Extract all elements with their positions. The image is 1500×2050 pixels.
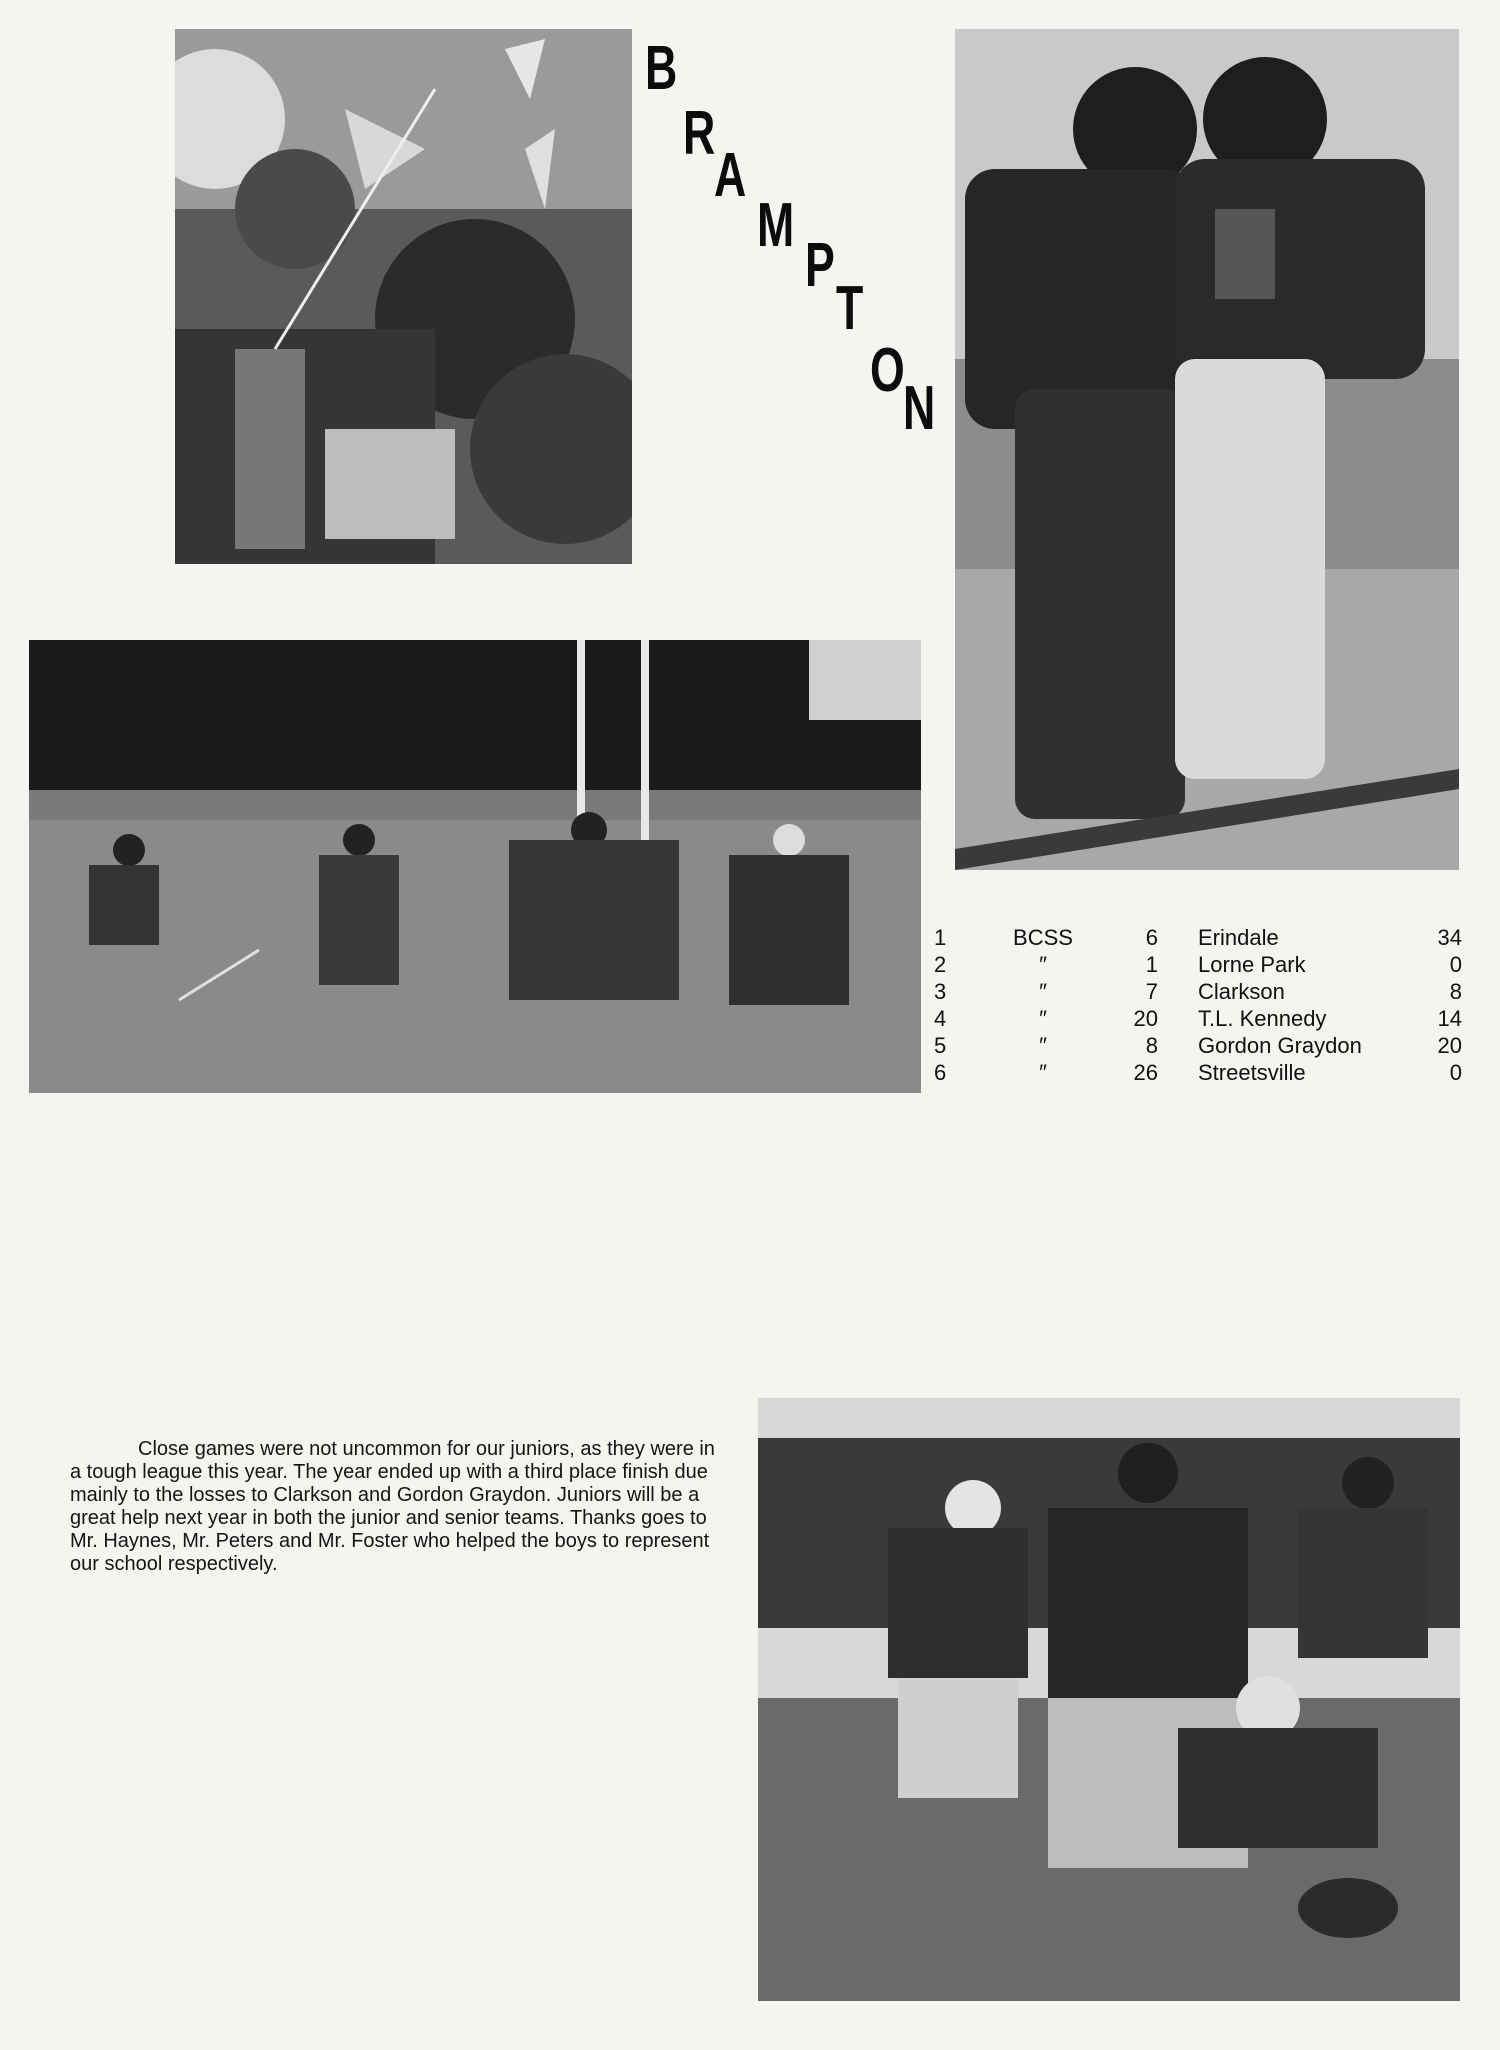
opponent-name: Streetsville: [1198, 1060, 1306, 1085]
schedule-row: [928, 978, 1462, 1005]
title-letter-m: M: [757, 191, 795, 260]
schedule-row: [928, 1032, 1462, 1059]
title-letter-o: O: [870, 336, 905, 405]
opponent-score: 0: [1449, 952, 1462, 977]
photo-tackle: [758, 1398, 1460, 2001]
team-score: 1: [1145, 952, 1158, 977]
team-score: 6: [1145, 925, 1158, 950]
team-score: 7: [1145, 979, 1158, 1004]
game-number: 4: [934, 1006, 947, 1031]
title-letter-b: B: [645, 34, 678, 103]
opponent-score: 14: [1437, 1006, 1462, 1031]
title-letter-t: T: [836, 274, 864, 343]
tackle-illustration: [758, 1398, 1460, 2001]
field-play-illustration: [29, 640, 921, 1093]
schedule-table: [928, 924, 1462, 1086]
title-letter-p: P: [805, 231, 835, 300]
fans-illustration: [175, 29, 632, 564]
photo-field-play: [29, 640, 921, 1093]
two-players-illustration: [955, 29, 1459, 870]
team-name: ″: [1039, 1060, 1047, 1085]
team-name: ″: [1039, 952, 1047, 977]
title-letter-r: R: [683, 99, 716, 168]
opponent-name: Gordon Graydon: [1198, 1033, 1362, 1058]
team-name: BCSS: [1013, 925, 1073, 950]
photo-two-players: [955, 29, 1459, 870]
team-score: 20: [1133, 1006, 1158, 1031]
opponent-name: Clarkson: [1198, 979, 1285, 1004]
team-score: 26: [1133, 1060, 1158, 1085]
opponent-score: 8: [1449, 979, 1462, 1004]
photo-fans: [175, 29, 632, 564]
title-letter-n: N: [903, 374, 936, 443]
opponent-score: 20: [1437, 1033, 1462, 1058]
game-number: 6: [934, 1060, 947, 1085]
schedule-row: [928, 1059, 1462, 1086]
game-number: 5: [934, 1033, 947, 1058]
game-number: 3: [934, 979, 947, 1004]
team-name: ″: [1039, 1033, 1047, 1058]
opponent-name: T.L. Kennedy: [1198, 1006, 1327, 1031]
schedule-row: [928, 924, 1462, 951]
story-paragraph: Close games were not uncommon for our juniors, as they were in a tough league this year. The year ended up with a third place finish due mainly to the losses to Clarkson and Gordon Graydon. Juniors will be a great help next year in both the junior and senior teams. Thanks goes to Mr. Haynes, Mr. Peters and Mr. Foster who helped the boys to represent our school respectively.: [70, 1438, 715, 1575]
opponent-score: 0: [1449, 1060, 1462, 1085]
title-letter-a: A: [714, 141, 747, 210]
game-number: 1: [934, 925, 947, 950]
opponent-score: 34: [1437, 925, 1462, 950]
team-score: 8: [1145, 1033, 1158, 1058]
schedule-row: [928, 1005, 1462, 1032]
opponent-name: Lorne Park: [1198, 952, 1306, 977]
game-number: 2: [934, 952, 947, 977]
opponent-name: Erindale: [1198, 925, 1279, 950]
schedule-row: [928, 951, 1462, 978]
team-name: ″: [1039, 1006, 1047, 1031]
team-name: ″: [1039, 979, 1047, 1004]
